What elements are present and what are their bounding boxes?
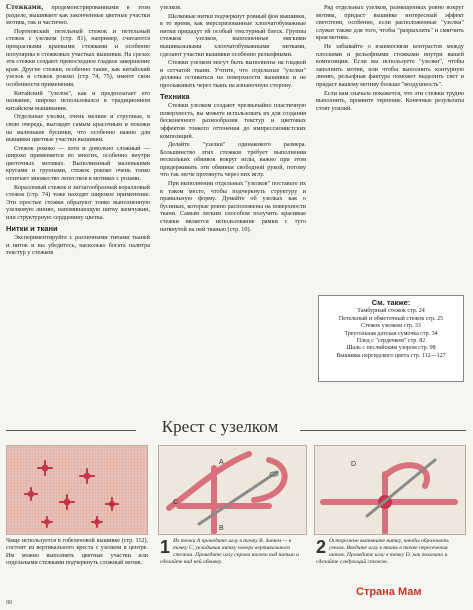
label-c: C [173, 499, 179, 506]
watermark: Страна Мам [356, 586, 422, 598]
text-column-1 [6, 4, 150, 258]
step-number: 2 [316, 537, 327, 557]
paragraph: Портновский петельный стежок и петельный стежок с узелком (стр. 81), например, считаются прекрасными краевыми стежками и особенно популярны в стежковых участках вышивки. На срезах эти стежки создают превосходное гладкое завершение края. Другие стежки, особенно такие, как китайский узелок и стежок рококо (стр 74, 75), имеют свои особенности применения. [6, 27, 150, 88]
step-2-diagram [315, 446, 465, 534]
paragraph: Делайте "узелки" одинакового размера. Большинство этих стежков требует выполнения нескольких обвивок вокруг иглы, важно при этом придерживать эти обвивки свободной рукой, потому что так легче протянуть через них иглу. [160, 141, 306, 179]
step-text: Осторожно вытяните нитку, чтобы образовать узелок. Введите иглу в ткань в точке пересечения ниток. Проведите иглу в точку D, как показано и сделайте следующий стежок. [316, 538, 449, 565]
see-also-item[interactable]: Вышивка персидского цвета стр. 112—127 [336, 352, 446, 359]
caption-step-1 [160, 538, 305, 566]
paragraph: узелков. [160, 4, 182, 11]
page-number: 88 [6, 600, 12, 606]
see-also-item[interactable]: Петельный и обметочный стежок стр. 25 [338, 315, 444, 322]
see-also-item[interactable]: Тамбурный стежок стр. 24 [357, 308, 425, 315]
see-also-title: См. также: [371, 298, 411, 307]
label-d: D [351, 461, 357, 468]
subheading-technique: Техника [160, 91, 190, 101]
paragraph: При выполнении отдельных "узелков" поставьте их в таком месте, чтобы подчеркнуть структуру и правильную форму. Думайте об узелках как о бусинках, которые ровно расположены на поверхности ткани. Самым легким способом получить красивые стежки является использование рамки с туго натянутой на ней тканью (стр. 10). [160, 180, 306, 233]
paragraph: Не забывайте о взаимосвязи контрастов между плоскими и рельефными стежками внутри вашей композиции. Если вы используете "узелки", чтобы заполнить мотив, или чтобы выполнить контурную линию, рельефная фактура поможет выделить свет и придаст вашему мотиву больше "воздушность". [316, 42, 464, 88]
paragraph: Шелковые нитки подчеркнут ровный фон вышивки, в то время, как мерсеризованные хлопчатобумажные нитки придадут ей особый текстурный блеск. Группы стежков узелков, выполненные мягкими вышивальными хлопчатобумажными нитками, сделают участки вышивки особенно рельефными. [160, 12, 306, 58]
step-1-diagram [159, 446, 306, 534]
paragraph: Если вам сначала покажется, что эти стежки трудно выполнить, проявите терпение. Конечные результаты стоят усилий. [316, 89, 464, 112]
subheading-threads-fabric: Нитки и ткани [6, 223, 58, 233]
text-column-3 [316, 4, 464, 113]
caption-left: Чаще используется в гобеленовой вышивке (стр. 112), состоит из вертикального креста с узелком в центре. Им можно выполнять цветные участки или отдельными стежками подчеркнуть сложный мотив. [6, 538, 148, 567]
photo-step-1 [158, 445, 307, 535]
see-also-item[interactable]: Стежок узелком стр. 33 [361, 323, 421, 330]
step-text: Из точки А проведите иглу в точку B. Затем — в точку C, укладывая нитку поверх вертикального стежка. Проведите иглу справа налево под нитью и сделайте над ней обвивку. [160, 538, 299, 565]
title-rule-left [6, 430, 136, 431]
paragraph: продемонстрированными в этом разделе, вышивают как законченные цветные участки мотива, так и частично. [6, 4, 150, 27]
step-number: 1 [160, 537, 171, 557]
stitch-sample-image [7, 446, 147, 534]
see-also-item[interactable]: Треугольная датская сумочка стр. 34 [344, 330, 438, 337]
label-a: A [219, 459, 224, 466]
text-column-2 [160, 4, 306, 234]
paragraph: Китайский "узелок", как и предполагает его название, широко использовался в традиционном китайском вышивании. [6, 89, 150, 112]
title-rule-right [300, 430, 466, 431]
paragraph: Отдельные узелки, очень мелкие и струпные, в свою очередь, выглядят самым красочным и похожи на маленькие бусинки, что особенно важно для вышивки цветные участки вышивки. [6, 113, 150, 144]
caption-step-2 [316, 538, 462, 566]
paragraph: Ряд отдельных узелков, размещенных ровно вокруг мотива, придаст вышивке интересный эффект светотени, особенно, если расположенные "узелки" служат также для того, чтобы "разрыхлить" и смягчить края мотива. [316, 4, 464, 42]
paragraph: Стежки узелком создают чрезвычайно пластичную поверхность, вы можете использовать их для создания бесконечного разнообразия текстур и цветовых эффектов тонкого оттенения до импрессионистских композиций. [160, 102, 306, 140]
paragraph: Стежок рококо — хотя и довольно сложный — широко применяется во многих, особенно внутри цветочных мотивах. Выполненный маленькими кругами и группами, стежок рококо очень тонко отличает множество лепестков в мотивах с розами. [6, 144, 150, 183]
see-also-item[interactable]: Плед с "сердечком" стр. 82 [356, 338, 426, 345]
photo-finished-stitches [6, 445, 148, 535]
see-also-item[interactable]: Шаль с песлийским узором стр. 98 [346, 345, 436, 352]
see-also-box [318, 295, 464, 382]
photo-step-2 [314, 445, 466, 535]
paragraph: Коралловый стежок и зигзагообразный коралловый стежок (стр. 74) тоже находят широкое применение. Эти простые стежки образуют тонко выполненную узелковую линию, напоминающую нитку жемчужин, или структурную сердцевину цветка. [6, 183, 150, 222]
section-title: Крест с узелком [161, 417, 279, 436]
drop-cap-word: Стежками, [6, 3, 44, 11]
paragraph: Стежки узелком могут быть выполнены на гладкой и сетчатой ткани. Учтите, что отдельные "узелки" должны оставаться на поверхности вышивки и не проскакивать через ткань на изнаночную сторону. [160, 59, 306, 89]
label-b: B [219, 525, 224, 532]
paragraph: Экспериментируйте с различными типами тканей и ниток и вы убедитесь, насколько богата палитра текстур у стежков [6, 234, 150, 257]
